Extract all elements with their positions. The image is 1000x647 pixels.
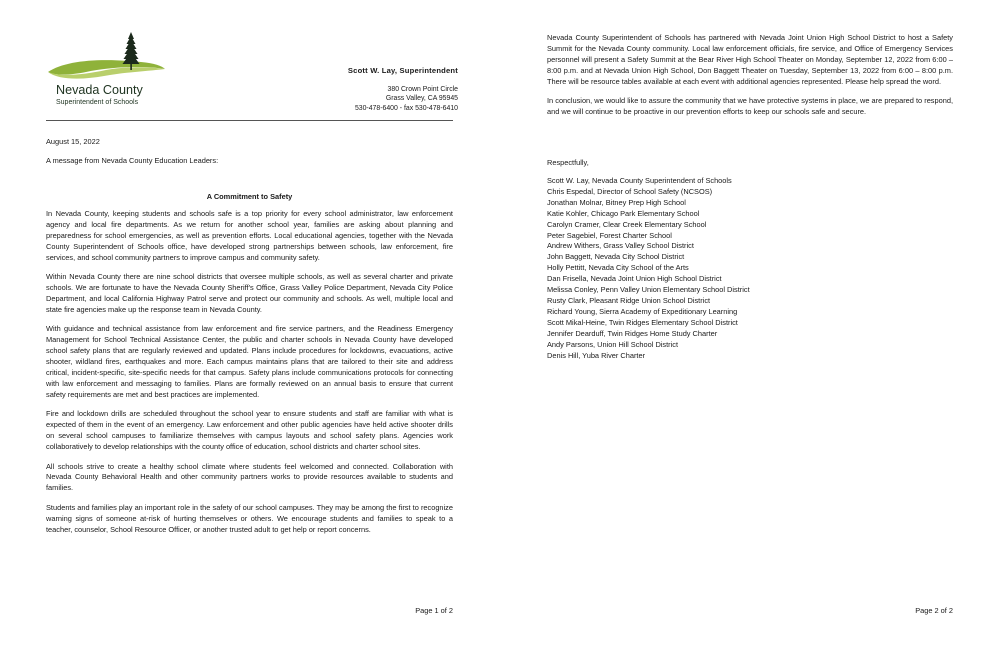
signatory: Richard Young, Sierra Academy of Expeditionary Learning: [547, 306, 738, 316]
signatory-list: [547, 176, 750, 361]
signatory: Jonathan Molnar, Bitney Prep High School: [547, 197, 686, 207]
body-paragraph: In conclusion, we would like to assure the community that we have protective systems in place, we are prepared to respond, and we will continue to be proactive in our prevention efforts to keep our schools safe and secure.: [547, 96, 953, 117]
signatory: John Baggett, Nevada City School District: [547, 252, 685, 262]
letter-page-2: [500, 0, 1000, 647]
letter-body-page-1: [46, 209, 453, 544]
sender-name: Scott W. Lay, Superintendent: [347, 66, 458, 75]
letter-greeting: A message from Nevada County Education Leaders:: [46, 156, 219, 165]
signatory: Andrew Withers, Grass Valley School District: [547, 241, 694, 251]
body-paragraph: All schools strive to create a healthy school climate where students feel welcomed and connected. Collaboration with Nevada County Behavioral Health and other community partners works to provide resources available to students and families.: [46, 461, 453, 493]
signatory: Katie Kohler, Chicago Park Elementary School: [547, 208, 700, 218]
logo-org-subtitle: Superintendent of Schools: [56, 99, 139, 106]
letter-closing: Respectfully,: [547, 158, 589, 167]
page-number: Page 2 of 2: [915, 606, 953, 615]
sender-block: [348, 66, 458, 113]
signatory: Andy Parsons, Union Hill School District: [547, 339, 679, 349]
address-line: 380 Crown Point Circle: [387, 86, 458, 93]
signatory: Rusty Clark, Pleasant Ridge Union School District: [547, 295, 711, 305]
body-paragraph: Students and families play an important role in the safety of our school campuses. They may be among the first to recognize warning signs of someone at-risk of hurting themselves or others. We encourage students and families to speak to a teacher, counselor, School Resource Officer, or another trusted adult to get help or report concerns.: [46, 502, 453, 534]
logo-org-name: Nevada County: [56, 83, 143, 97]
letter-body-page-2: [547, 33, 953, 127]
letterhead-divider: [46, 120, 453, 121]
letter-date: August 15, 2022: [46, 137, 100, 146]
body-paragraph: With guidance and technical assistance from law enforcement and fire service partners, and the Readiness Emergency Management for School Technical Assistance Center, the public and charter schools in Nevada County have developed school safety plans that are regularly reviewed and updated. Plans include procedures for lockdowns, evacuations, active shooter, wildland fires, earthquakes and more. Each campus maintains plans that are tailored to their site and address critical, incident-specific, site-specific needs for that campus. Safety plans include communications protocols for connecting with law enforcement and messaging to families. Plans are formally reviewed on an annual basis to ensure that current safety requirements are met and best practices are implemented.: [46, 324, 453, 399]
signatory: Holly Pettitt, Nevada City School of the Arts: [547, 263, 689, 273]
signatory: Melissa Conley, Penn Valley Union Elementary School District: [547, 285, 750, 295]
signatory: Peter Sagebiel, Forest Charter School: [547, 230, 672, 240]
sender-address: [348, 85, 458, 113]
signatory: Dan Frisella, Nevada Joint Union High School District: [547, 274, 722, 284]
address-line: 530-478-6400 - fax 530-478-6410: [354, 104, 458, 112]
signatory: Denis Hill, Yuba River Charter: [547, 350, 646, 360]
body-paragraph: Nevada County Superintendent of Schools has partnered with Nevada Joint Union High School District to host a Safety Summit for the Nevada County community. Local law enforcement officials, fire service, and Office of Emergency Services personnel will present a Safety Summit at the Bear River High School Theater on Monday, September 12, 2022 from 6:00 – 8:00 p.m. and at Nevada Union High School, Don Baggett Theater on Tuesday, September 13, 2022 from 6:00 – 8:00 p.m. There will be resource tables available at each event with additional agencies represented. Please help spread the word.: [547, 33, 953, 86]
signatory: Chris Espedal, Director of School Safety (NCSOS): [547, 186, 713, 196]
pine-tree-swoosh-icon: [46, 30, 166, 86]
body-paragraph: In Nevada County, keeping students and schools safe is a top priority for every school administrator, law enforcement agency and local fire departments. As we return for another school year, families are asking about planning and preparedness for school emergencies, as well as prevention efforts. Local educational agencies, together with the Nevada County Superintendent of Schools office, have developed strong partnerships between schools, law enforcement, fire services, and school community partners to improve campus and community safety.: [46, 209, 453, 262]
signatory: Scott Mikal-Heine, Twin Ridges Elementary School District: [547, 317, 738, 327]
body-paragraph: Within Nevada County there are nine school districts that oversee multiple schools, as well as several charter and private schools. We are fortunate to have the Nevada County Sheriff's Office, Grass Valley Police Department, Nevada City Police Department, and local California Highway Patrol serve and protect our community and schools. As well, multiple local and state fire agencies make up the response team in Nevada County.: [46, 272, 453, 314]
body-paragraph: Fire and lockdown drills are scheduled throughout the school year to ensure students and staff are familiar with what is expected of them in the event of an emergency. Law enforcement and other public agencies have held active shooter drills on several school campuses to familiarize themselves with campus layouts and school safety plans. Agencies work collaboratively to develop relationships with the county office of education, school districts and charter school sites.: [46, 409, 453, 451]
address-line: Grass Valley, CA 95945: [385, 95, 458, 103]
signatory: Scott W. Lay, Nevada County Superintendent of Schools: [547, 176, 732, 185]
signatory: Carolyn Cramer, Clear Creek Elementary School: [547, 219, 707, 229]
signatory: Jennifer Dearduff, Twin Ridges Home Study Charter: [547, 328, 718, 338]
page-number: Page 1 of 2: [415, 606, 453, 615]
nevada-county-logo: [46, 30, 166, 108]
letter-heading: A Commitment to Safety: [206, 192, 293, 201]
